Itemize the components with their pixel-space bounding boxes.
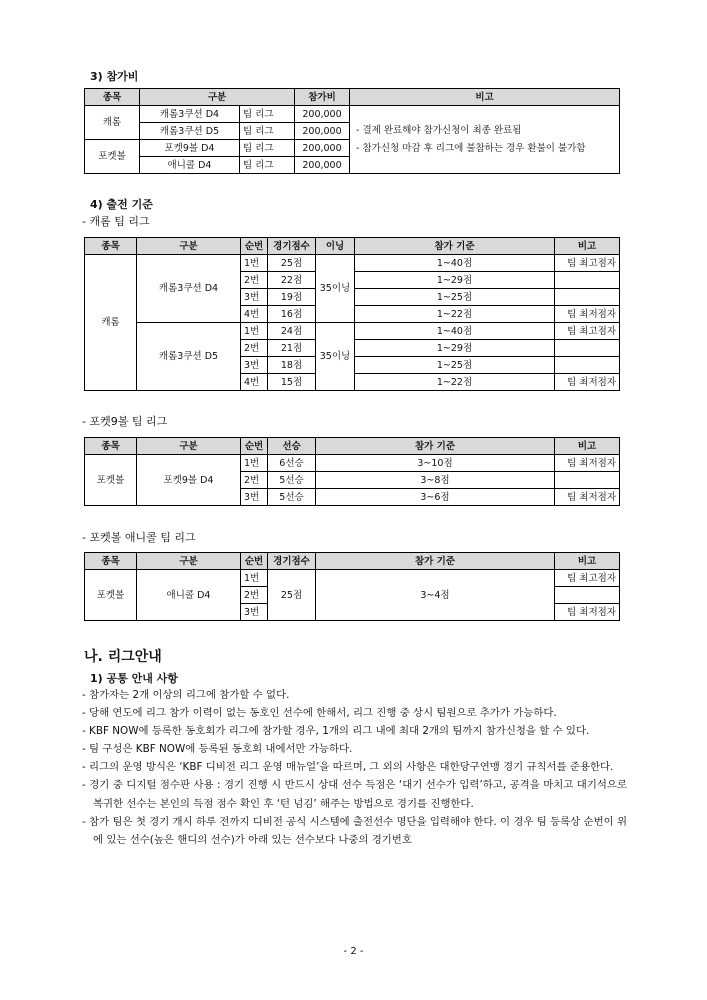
- list-item: - 리그의 운영 방식은 ‘KBF 디비전 리그 운영 매뉴얼’을 따르며, 그 외의 사항은 대한당구연맹 경기 규칙서를 준용한다.: [82, 761, 614, 774]
- note-cell: [555, 289, 620, 306]
- criteria-cell: 3~8점: [316, 472, 555, 489]
- order-cell: 2번: [241, 587, 268, 604]
- order-cell: 3번: [241, 357, 268, 374]
- anycall-score: 25점: [268, 570, 316, 621]
- score-cell: 18점: [268, 357, 316, 374]
- fee-header-event: 종목: [85, 89, 140, 106]
- list-item: - 팀 구성은 KBF NOW에 등록된 동호회 내에서만 가능하다.: [82, 743, 353, 756]
- note-cell: [555, 587, 620, 604]
- score-cell: 24점: [268, 323, 316, 340]
- criteria-cell: 1~29점: [355, 340, 555, 357]
- fee-amount: 200,000: [295, 157, 350, 174]
- order-cell: 3번: [241, 289, 268, 306]
- fee-division: 포켓9볼 D4: [140, 140, 240, 157]
- fee-division: 캐롬3쿠션 D5: [140, 123, 240, 140]
- fee-type: 팀 리그: [240, 140, 295, 157]
- carom-division-d4: 캐롬3쿠션 D4: [137, 255, 241, 323]
- note-cell: [555, 340, 620, 357]
- score-cell: 19점: [268, 289, 316, 306]
- page-number: - 2 -: [343, 946, 364, 957]
- score-cell: 21점: [268, 340, 316, 357]
- fee-type: 팀 리그: [240, 106, 295, 123]
- fee-table: [84, 88, 620, 174]
- score-cell: 25점: [268, 255, 316, 272]
- criteria-cell: 1~22점: [355, 306, 555, 323]
- criteria-heading: 4) 출전 기준: [90, 198, 153, 211]
- note-cell: 팀 최고점자: [555, 570, 620, 587]
- criteria-cell: 3~6점: [316, 489, 555, 506]
- carom-header-score: 경기점수: [268, 238, 316, 255]
- table-row: [85, 570, 620, 587]
- carom-league-title: - 캐롬 팀 리그: [82, 215, 150, 228]
- carom-header-note: 비고: [555, 238, 620, 255]
- order-cell: 2번: [241, 340, 268, 357]
- criteria-cell: 3~10점: [316, 455, 555, 472]
- order-cell: 1번: [241, 455, 268, 472]
- fee-note-2: - 참가신청 마감 후 리그에 불참하는 경우 환불이 불가함: [356, 142, 586, 154]
- score-cell: 22점: [268, 272, 316, 289]
- table-row: [85, 255, 620, 272]
- race-cell: 5선승: [268, 489, 316, 506]
- pocket9-criteria-table: [84, 437, 620, 506]
- fee-event-pocket: 포켓볼: [85, 140, 140, 174]
- race-cell: 6선승: [268, 455, 316, 472]
- carom-header-division: 구분: [137, 238, 241, 255]
- common-notice-heading: 1) 공통 안내 사항: [90, 672, 178, 685]
- anycall-event: 포켓볼: [85, 570, 137, 621]
- fee-type: 팀 리그: [240, 123, 295, 140]
- score-cell: 16점: [268, 306, 316, 323]
- anycall-header-division: 구분: [137, 553, 241, 570]
- note-cell: 팀 최저점자: [555, 306, 620, 323]
- list-item: - 경기 중 디지털 점수판 사용 : 경기 진행 시 반드시 상대 선수 득점은 ‘대기 선수가 입력’하고, 공격을 마치고 대기석으로 복귀한 선수는 본인의 득점 점수 확인 후 ‘턴 넘김’ 해주는 방법으로 경기를 진행한다.: [82, 779, 627, 810]
- anycall-criteria: 3~4점: [316, 570, 555, 621]
- table-row: [85, 323, 620, 340]
- pocket9-header-note: 비고: [555, 438, 620, 455]
- fee-division: 애니콜 D4: [140, 157, 240, 174]
- fee-header-fee: 참가비: [295, 89, 350, 106]
- note-cell: [555, 472, 620, 489]
- fee-header-division: 구분: [140, 89, 295, 106]
- note-cell: 팀 최저점자: [555, 374, 620, 391]
- carom-criteria-table: [84, 237, 620, 391]
- table-row: [85, 455, 620, 472]
- anycall-header-note: 비고: [555, 553, 620, 570]
- common-notice-list: [82, 686, 627, 849]
- carom-event: 캐롬: [85, 255, 137, 391]
- note-cell: 팀 최고점자: [555, 323, 620, 340]
- score-cell: 15점: [268, 374, 316, 391]
- fee-division: 캐롬3쿠션 D4: [140, 106, 240, 123]
- criteria-cell: 1~40점: [355, 323, 555, 340]
- list-item: - KBF NOW에 등록한 동호회가 리그에 참가할 경우, 1개의 리그 내에 최대 2개의 팀까지 참가신청을 할 수 있다.: [82, 725, 590, 738]
- criteria-cell: 1~25점: [355, 357, 555, 374]
- fee-event-carom: 캐롬: [85, 106, 140, 140]
- anycall-header-order: 순번: [241, 553, 268, 570]
- order-cell: 1번: [241, 570, 268, 587]
- order-cell: 2번: [241, 472, 268, 489]
- pocket9-header-division: 구분: [137, 438, 241, 455]
- table-row: [85, 106, 620, 123]
- list-item: - 당해 연도에 리그 참가 이력이 없는 동호인 선수에 한해서, 리그 진행 중 상시 팀원으로 추가가 가능하다.: [82, 707, 557, 720]
- fee-amount: 200,000: [295, 140, 350, 157]
- carom-division-d5: 캐롬3쿠션 D5: [137, 323, 241, 391]
- anycall-header-score: 경기점수: [268, 553, 316, 570]
- anycall-header-event: 종목: [85, 553, 137, 570]
- carom-header-event: 종목: [85, 238, 137, 255]
- note-cell: 팀 최저점자: [555, 455, 620, 472]
- league-guide-heading: 나. 리그안내: [84, 649, 162, 665]
- pocket9-header-criteria: 참가 기준: [316, 438, 555, 455]
- carom-header-innings: 이닝: [316, 238, 355, 255]
- pocket9-header-order: 순번: [241, 438, 268, 455]
- fee-note-1: - 결제 완료해야 참가신청이 최종 완료됨: [356, 124, 522, 136]
- anycall-division: 애니콜 D4: [137, 570, 241, 621]
- pocket9-event: 포켓볼: [85, 455, 137, 506]
- note-cell: 팀 최저점자: [555, 604, 620, 621]
- note-cell: [555, 272, 620, 289]
- criteria-cell: 1~25점: [355, 289, 555, 306]
- order-cell: 4번: [241, 306, 268, 323]
- list-item: - 참가 팀은 첫 경기 개시 하루 전까지 디비전 공식 시스템에 출전선수 명단을 입력해야 한다. 이 경우 팀 등록상 순번이 위에 있는 선수(높은 핸디의 선수)가 아래 있는 선수보다 나중의 경기번호: [82, 815, 627, 846]
- criteria-cell: 1~29점: [355, 272, 555, 289]
- order-cell: 3번: [241, 604, 268, 621]
- race-cell: 5선승: [268, 472, 316, 489]
- carom-header-criteria: 참가 기준: [355, 238, 555, 255]
- fee-type: 팀 리그: [240, 157, 295, 174]
- anycall-header-criteria: 참가 기준: [316, 553, 555, 570]
- note-cell: 팀 최고점자: [555, 255, 620, 272]
- order-cell: 1번: [241, 323, 268, 340]
- carom-header-order: 순번: [241, 238, 268, 255]
- order-cell: 2번: [241, 272, 268, 289]
- order-cell: 3번: [241, 489, 268, 506]
- criteria-cell: 1~22점: [355, 374, 555, 391]
- pocket9-league-title: - 포켓9볼 팀 리그: [82, 415, 168, 428]
- order-cell: 1번: [241, 255, 268, 272]
- innings-cell: 35이닝: [316, 323, 355, 391]
- fee-heading: 3) 참가비: [90, 70, 139, 83]
- fee-notes: [350, 106, 620, 174]
- note-cell: 팀 최저점자: [555, 489, 620, 506]
- fee-amount: 200,000: [295, 106, 350, 123]
- criteria-cell: 1~40점: [355, 255, 555, 272]
- anycall-league-title: - 포켓볼 애니콜 팀 리그: [82, 531, 196, 544]
- innings-cell: 35이닝: [316, 255, 355, 323]
- fee-header-note: 비고: [350, 89, 620, 106]
- fee-amount: 200,000: [295, 123, 350, 140]
- list-item: - 참가자는 2개 이상의 리그에 참가할 수 없다.: [82, 689, 290, 701]
- pocket9-division: 포켓9볼 D4: [137, 455, 241, 506]
- note-cell: [555, 357, 620, 374]
- pocket9-header-race: 선승: [268, 438, 316, 455]
- pocket9-header-event: 종목: [85, 438, 137, 455]
- anycall-criteria-table: [84, 552, 620, 621]
- order-cell: 4번: [241, 374, 268, 391]
